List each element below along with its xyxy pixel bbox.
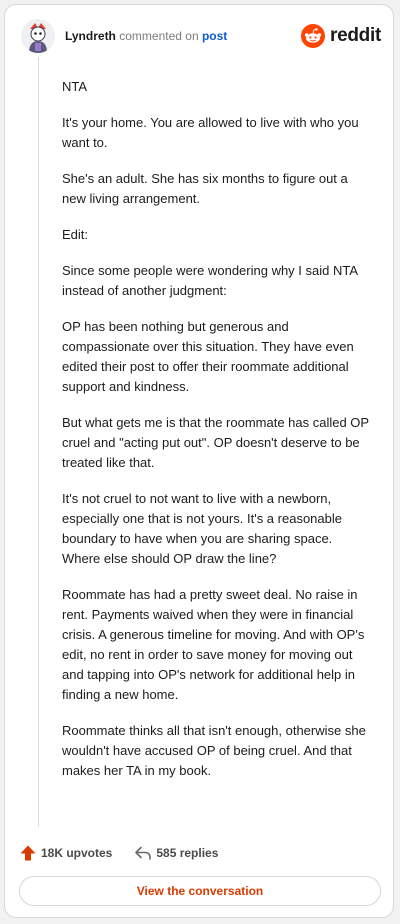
author-name[interactable]: Lyndreth <box>65 29 116 43</box>
comment-paragraph: OP has been nothing but generous and compassionate over this situation. They have even edited their post to offer their roommate additional support and kindness. <box>62 319 354 394</box>
upvote-count: 18K upvotes <box>41 846 113 860</box>
comment-paragraph: Roommate has had a pretty sweet deal. No raise in rent. Payments waived when they were in financial crisis. A generous timeline for moving. And with OP's edit, no rent in order to save money for moving out and tapping into OP's network for additional help in finding a new home. <box>62 587 365 702</box>
comment-footer <box>19 841 240 865</box>
author-line <box>65 29 227 43</box>
comment-paragraph: Roommate thinks all that isn't enough, otherwise she wouldn't have accused OP of being cruel. And that makes her TA in my book. <box>62 723 366 778</box>
reddit-logo-icon <box>301 24 325 48</box>
comment-body <box>62 77 374 797</box>
user-avatar[interactable] <box>21 19 55 53</box>
replies-button[interactable] <box>134 845 218 861</box>
reddit-brand[interactable] <box>301 23 381 49</box>
upvote-button[interactable] <box>19 844 112 862</box>
upvote-arrow-icon <box>19 844 37 862</box>
comment-paragraph: NTA <box>62 79 88 94</box>
view-conversation-button[interactable]: View the conversation <box>19 876 381 906</box>
comment-header <box>17 17 381 57</box>
comment-paragraph: She's an adult. She has six months to figure out a new living arrangement. <box>62 171 348 206</box>
comment-card <box>4 4 394 918</box>
comment-paragraph: It's not cruel to not want to live with a newborn, especially one that is not yours. It's a reasonable boundary to have when you are sharing space. Where else should OP draw the line? <box>62 491 342 566</box>
avatar-icon <box>21 19 55 53</box>
reply-arrow-icon <box>134 845 152 861</box>
comment-action-text: commented on <box>119 29 199 43</box>
post-link[interactable]: post <box>201 29 228 43</box>
comment-paragraph: But what gets me is that the roommate has called OP cruel and "acting put out". OP doesn't deserve to be treated like that. <box>62 415 369 470</box>
thread-line <box>38 57 39 827</box>
comment-paragraph: Edit: <box>62 227 89 242</box>
brand-wordmark: reddit <box>330 25 381 46</box>
reply-count: 585 replies <box>156 846 219 860</box>
comment-paragraph: Since some people were wondering why I said NTA instead of another judgment: <box>62 263 358 298</box>
comment-paragraph: It's your home. You are allowed to live with who you want to. <box>62 115 359 150</box>
